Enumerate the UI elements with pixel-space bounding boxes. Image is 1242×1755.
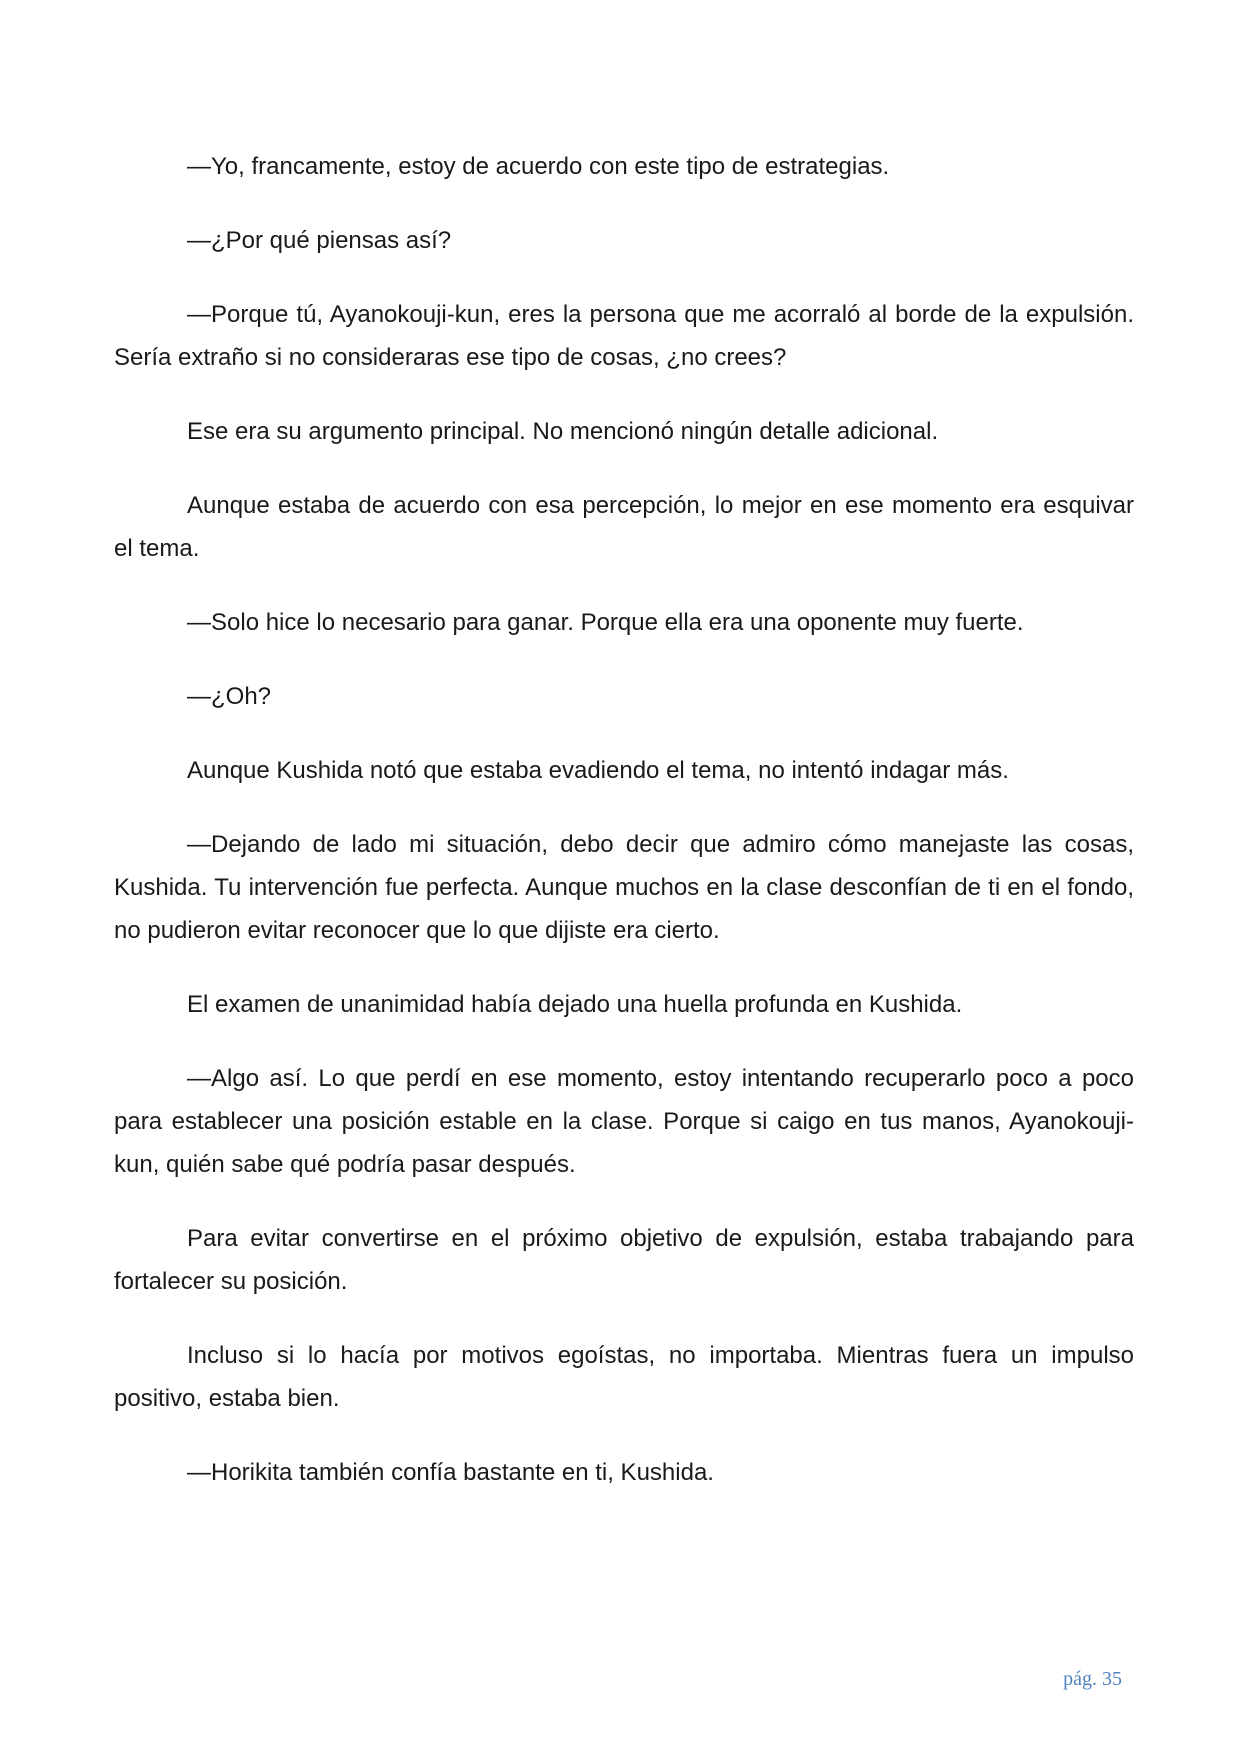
paragraph-11: —Algo así. Lo que perdí en ese momento, estoy intentando recuperarlo poco a poco para establecer una posición estable en la clase. Porque si caigo en tus manos, Ayanokouji-kun, quién sabe qué podría pasar después.: [114, 1065, 1134, 1178]
paragraph-10: El examen de unanimidad había dejado una huella profunda en Kushida.: [187, 991, 963, 1018]
body-text: [114, 145, 1134, 1525]
paragraph-2: —¿Por qué piensas así?: [187, 227, 452, 254]
paragraph-1: —Yo, francamente, estoy de acuerdo con este tipo de estrategias.: [187, 153, 890, 180]
paragraph-5: Aunque estaba de acuerdo con esa percepción, lo mejor en ese momento era esquivar el tema.: [114, 492, 1134, 562]
paragraph-3: —Porque tú, Ayanokouji-kun, eres la persona que me acorraló al borde de la expulsión. Sería extraño si no consideraras ese tipo de cosas, ¿no crees?: [114, 301, 1134, 371]
page-number: pág. 35: [1063, 1668, 1122, 1690]
paragraph-6: —Solo hice lo necesario para ganar. Porque ella era una oponente muy fuerte.: [187, 609, 1024, 636]
paragraph-8: Aunque Kushida notó que estaba evadiendo el tema, no intentó indagar más.: [187, 757, 1009, 784]
paragraph-13: Incluso si lo hacía por motivos egoístas, no importaba. Mientras fuera un impulso positivo, estaba bien.: [114, 1342, 1134, 1412]
paragraph-7: —¿Oh?: [187, 683, 272, 710]
paragraph-9: —Dejando de lado mi situación, debo decir que admiro cómo manejaste las cosas, Kushida. Tu intervención fue perfecta. Aunque muchos en la clase desconfían de ti en el fondo, no pudieron evitar reconocer que lo que dijiste era cierto.: [114, 831, 1134, 944]
paragraph-14: —Horikita también confía bastante en ti, Kushida.: [187, 1459, 714, 1486]
paragraph-12: Para evitar convertirse en el próximo objetivo de expulsión, estaba trabajando para fortalecer su posición.: [114, 1225, 1134, 1295]
paragraph-4: Ese era su argumento principal. No mencionó ningún detalle adicional.: [187, 418, 939, 445]
